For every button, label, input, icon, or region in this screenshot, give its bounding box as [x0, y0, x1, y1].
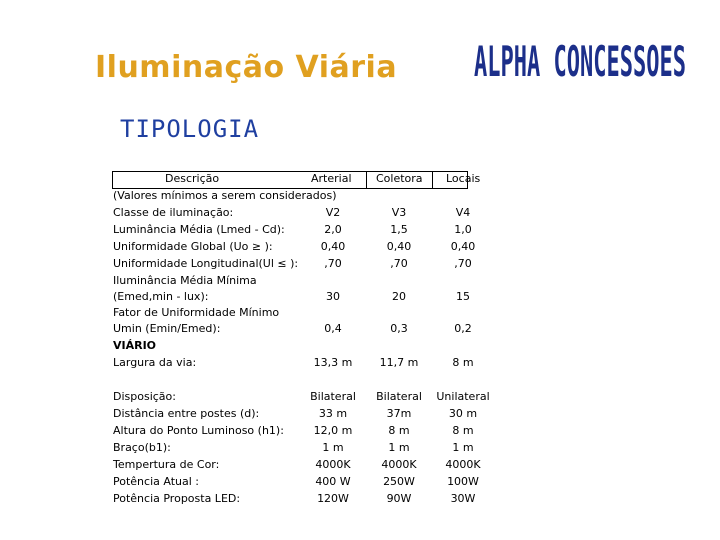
header-divider	[432, 171, 433, 188]
cell-arterial: ,70	[324, 257, 342, 270]
cell-arterial: 4000K	[315, 458, 351, 471]
cell-coletora: 11,7 m	[379, 356, 419, 369]
cell-arterial: 33 m	[318, 407, 348, 420]
row-label: Uniformidade Longitudinal(Ul ≤ ):	[113, 257, 299, 270]
cell-coletora: 1,5	[390, 223, 408, 236]
row-label: Distância entre postes (d):	[113, 407, 260, 420]
cell-coletora: 20	[392, 290, 406, 303]
cell-coletora: 90W	[386, 492, 412, 505]
row-label: Uniformidade Global (Uo ≥ ):	[113, 240, 273, 253]
cell-locais: 1,0	[454, 223, 472, 236]
cell-locais: ,70	[454, 257, 472, 270]
cell-arterial: V2	[325, 206, 341, 219]
row-label: Tempertura de Cor:	[113, 458, 220, 471]
company-logo	[472, 26, 688, 84]
cell-arterial: 13,3 m	[313, 356, 353, 369]
cell-coletora: ,70	[390, 257, 408, 270]
section-viario: VIÁRIO	[113, 339, 157, 352]
section-title: TIPOLOGIA	[120, 115, 260, 143]
row-label-cont: (Emed,min - lux):	[113, 290, 209, 303]
header-divider	[366, 171, 367, 188]
cell-locais: 100W	[447, 475, 479, 488]
cell-arterial: 12,0 m	[313, 424, 353, 437]
cell-arterial: 30	[326, 290, 340, 303]
cell-arterial: Bilateral	[310, 390, 356, 403]
cell-locais: 8 m	[452, 424, 474, 437]
cell-arterial: 2,0	[324, 223, 342, 236]
header-descricao: Descrição	[165, 172, 220, 185]
header-arterial: Arterial	[311, 172, 352, 185]
cell-coletora: 250W	[383, 475, 415, 488]
header-locais: Locais	[446, 172, 481, 185]
page-title: Iluminação Viária	[95, 50, 398, 85]
cell-coletora: Bilateral	[376, 390, 422, 403]
cell-arterial: 0,4	[324, 322, 342, 335]
cell-locais: 4000K	[445, 458, 481, 471]
row-label: Braço(b1):	[113, 441, 171, 454]
cell-locais: 30W	[450, 492, 476, 505]
row-label-cont: Umin (Emin/Emed):	[113, 322, 221, 335]
cell-coletora: 0,3	[390, 322, 408, 335]
cell-locais: 15	[456, 290, 470, 303]
cell-coletora: 4000K	[381, 458, 417, 471]
cell-arterial: 400 W	[315, 475, 351, 488]
cell-locais: 1 m	[452, 441, 474, 454]
row-label: Luminância Média (Lmed - Cd):	[113, 223, 285, 236]
cell-coletora: 1 m	[388, 441, 410, 454]
cell-locais: Unilateral	[436, 390, 490, 403]
header-coletora: Coletora	[376, 172, 423, 185]
row-label: Largura da via:	[113, 356, 197, 369]
cell-locais: 0,40	[450, 240, 476, 253]
row-label: Potência Proposta LED:	[113, 492, 241, 505]
row-label: Classe de iluminação:	[113, 206, 234, 219]
cell-locais: V4	[455, 206, 471, 219]
row-label: Disposição:	[113, 390, 176, 403]
cell-locais: 30 m	[448, 407, 478, 420]
table-note: (Valores mínimos a serem considerados)	[113, 189, 337, 202]
row-label: Fator de Uniformidade Mínimo	[113, 306, 280, 319]
cell-coletora: 8 m	[388, 424, 410, 437]
row-label: Iluminância Média Mínima	[113, 274, 257, 287]
cell-locais: 0,2	[454, 322, 472, 335]
row-label: Altura do Ponto Luminoso (h1):	[113, 424, 284, 437]
cell-arterial: 1 m	[322, 441, 344, 454]
logo-text: ALPHA CONCESSOES	[474, 37, 686, 84]
cell-coletora: 37m	[386, 407, 412, 420]
cell-locais: 8 m	[452, 356, 474, 369]
cell-arterial: 120W	[317, 492, 349, 505]
cell-coletora: 0,40	[386, 240, 412, 253]
cell-coletora: V3	[391, 206, 407, 219]
cell-arterial: 0,40	[320, 240, 346, 253]
row-label: Potência Atual :	[113, 475, 199, 488]
